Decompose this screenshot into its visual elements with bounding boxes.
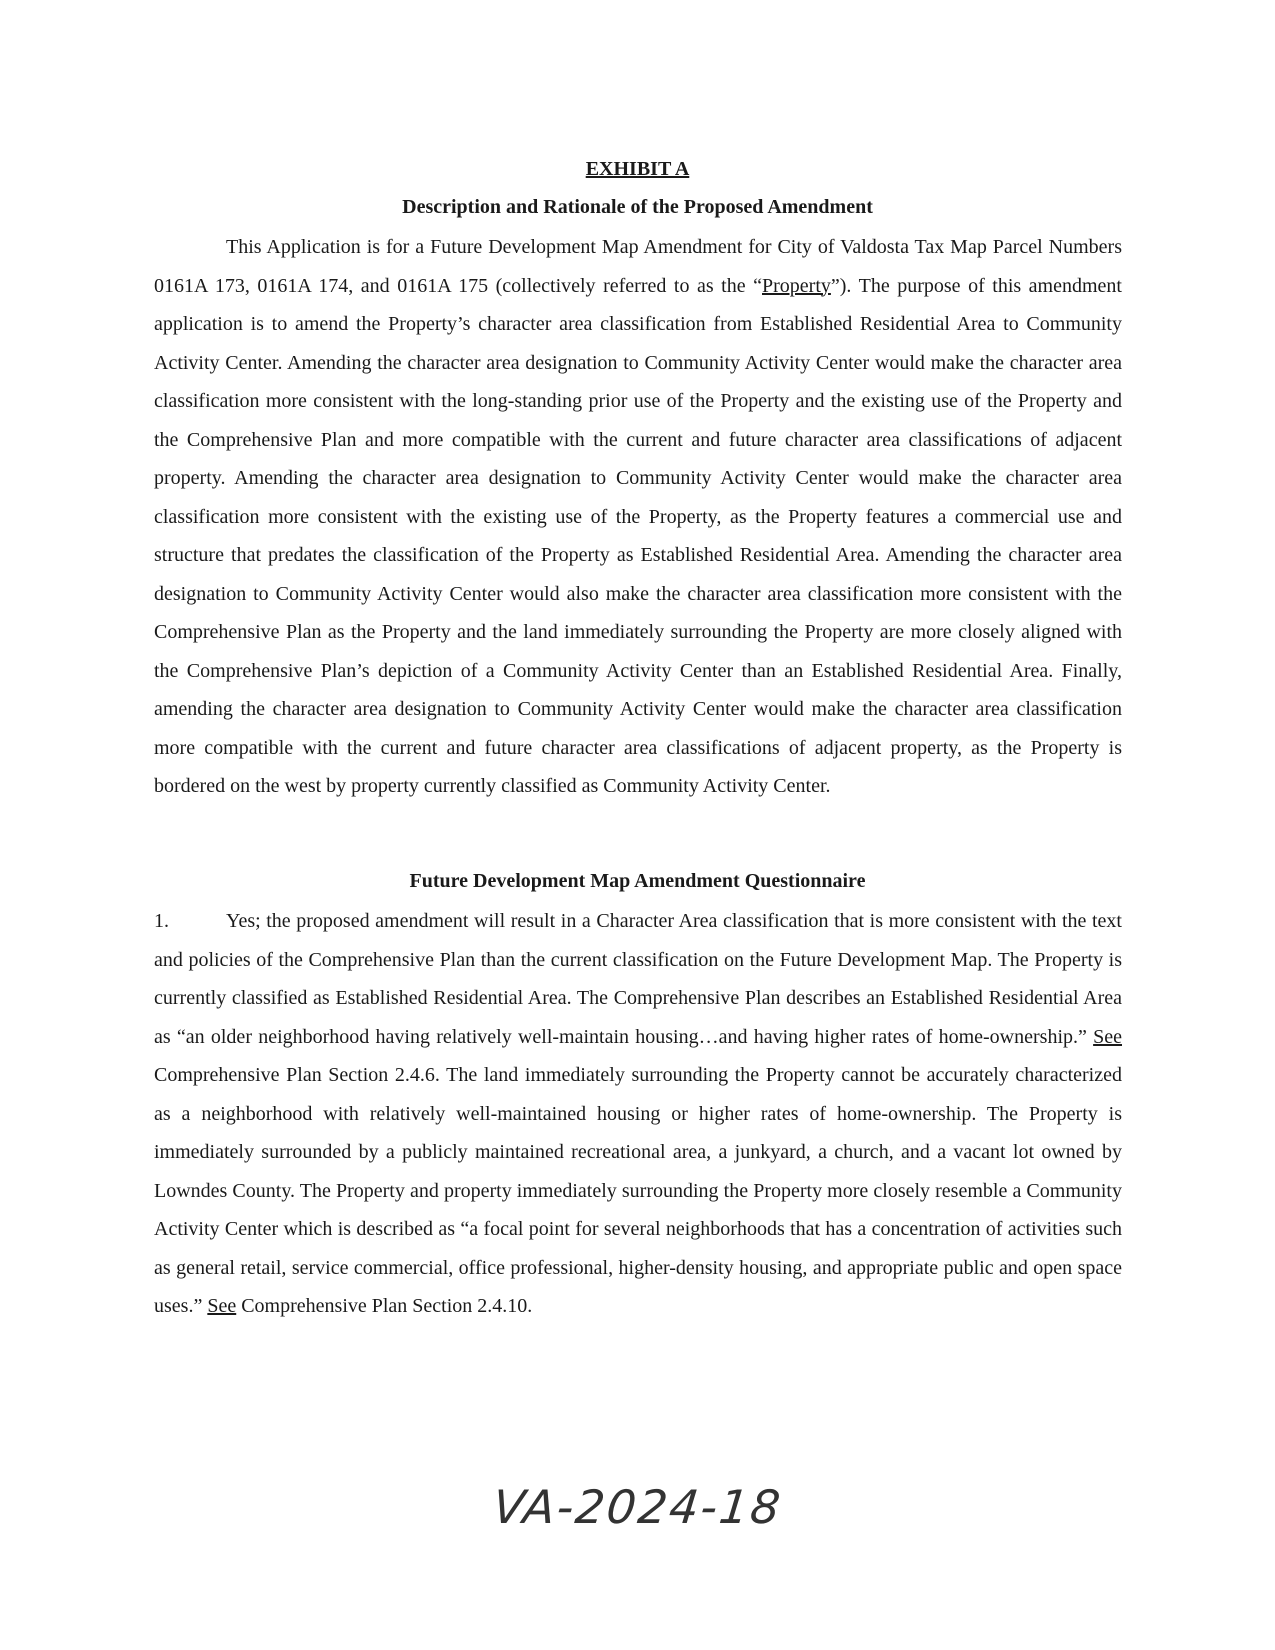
exhibit-title: EXHIBIT A (585, 158, 690, 180)
item-text-part2: Comprehensive Plan Section 2.4.6. The land immediately surrounding the Property cannot be accurately characterized as a neighborhood with relatively well-maintained housing or higher rates of home-ownership. The Property is immediately surrounded by a publicly maintained recreational area, a junkyard, a church, and a vacant lot owned by Lowndes County. The Property and property immediately surrounding the Property more closely resemble a Community Activity Center which is described as “a focal point for several neighborhoods that has a concentration of activities such as general retail, service commercial, office professional, higher-density housing, and appropriate public and open space uses.” (154, 1064, 1122, 1317)
questionnaire-item-1 (154, 902, 1122, 1326)
rationale-text-part1: This Application is for a Future Development Map Amendment for City of Valdosta Tax Map Parcel Numbers 0161A 173, 0161A 174, and 0161A 175 (collectively referred to as the “ (154, 236, 1122, 297)
item-text-part1: Yes; the proposed amendment will result in a Character Area classification that is more consistent with the text and policies of the Comprehensive Plan than the current classification on the Future Development Map. The Property is currently classified as Established Residential Area. The Comprehensive Plan describes an Established Residential Area as “an older neighborhood having relatively well-maintain housing…and having higher rates of home-ownership.” (154, 910, 1122, 1048)
see-reference-1: See (1093, 1025, 1122, 1048)
rationale-text-part2: ”). The purpose of this amendment application is to amend the Property’s character area classification from Established Residential Area to Community Activity Center. Amending the character area designation to Community Activity Center would make the character area classification more consistent with the long-standing prior use of the Property and the existing use of the Property and the Comprehensive Plan and more compatible with the current and future character area classifications of adjacent property. Amending the character area designation to Community Activity Center would make the character area classification more consistent with the existing use of the Property, as the Property features a commercial use and structure that predates the classification of the Property as Established Residential Area. Amending the character area designation to Community Activity Center would also make the character area classification more consistent with the Comprehensive Plan as the Property and the land immediately surrounding the Property are more closely aligned with the Comprehensive Plan’s depiction of a Community Activity Center than an Established Residential Area. Finally, amending the character area designation to Community Activity Center would make the character area classification more compatible with the current and future character area classifications of adjacent property, as the Property is bordered on the west by property currently classified as Community Activity Center. (154, 274, 1122, 797)
property-defined-term: Property (762, 274, 831, 297)
handwritten-case-number: VA-2024-18 (490, 1480, 785, 1534)
description-heading: Description and Rationale of the Proposed Amendment (402, 196, 873, 218)
questionnaire-heading: Future Development Map Amendment Questionnaire (409, 870, 866, 892)
see-reference-2: See (207, 1295, 237, 1317)
item-number: 1. (154, 910, 169, 932)
item-text-part3: Comprehensive Plan Section 2.4.10. (236, 1295, 533, 1317)
rationale-paragraph (154, 228, 1122, 806)
